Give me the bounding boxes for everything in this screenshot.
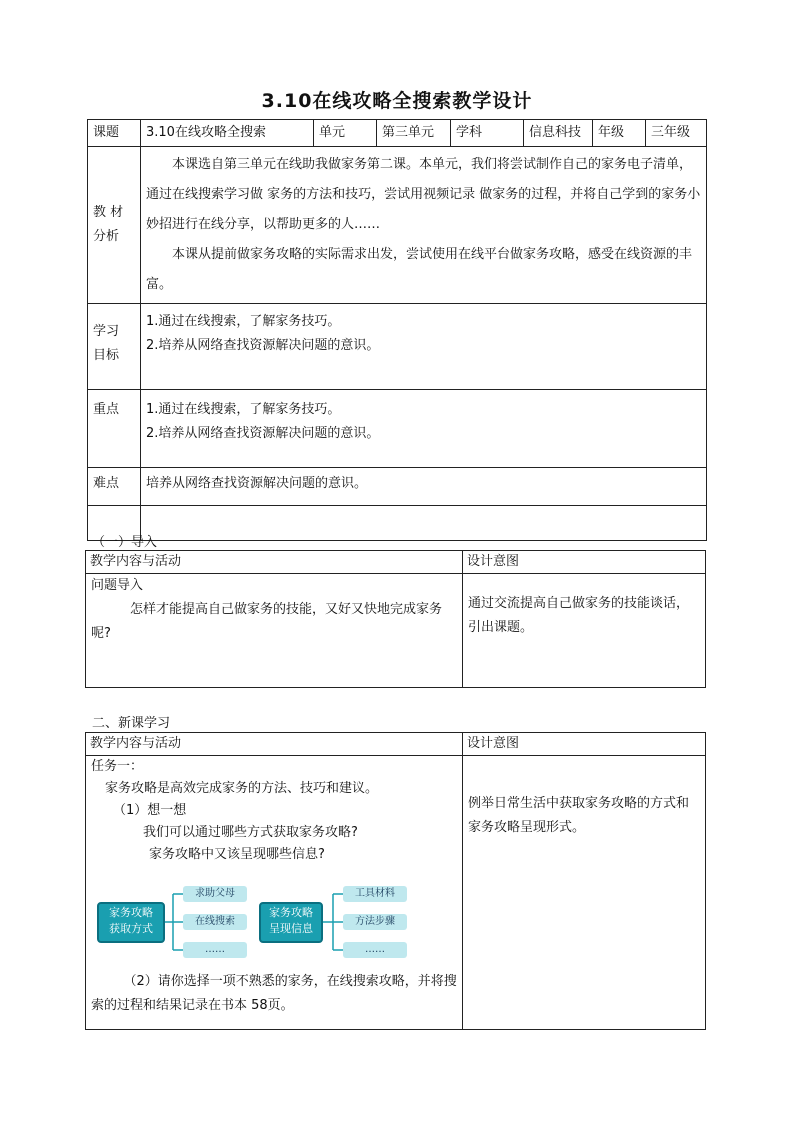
topic-label: 课题 — [88, 120, 141, 147]
key-point-item: 1.通过在线搜索，了解家务技巧。 — [146, 402, 341, 417]
intro-intent: 通过交流提高自己做家务的技能谈话，引出课题。 — [463, 574, 706, 688]
diagram-right-item: 工具材料 — [343, 886, 407, 902]
col-content-header: 教学内容与活动 — [86, 733, 463, 756]
step-2-text: （2）请你选择一项不熟悉的家务，在线搜索攻略，并将搜索的过程和结果记录在书本 58页。 — [91, 974, 457, 1013]
diagram-left-item: …… — [183, 942, 247, 958]
diagram-left-item: 在线搜索 — [183, 914, 247, 930]
analysis-para-1: 本课选自第三单元在线助我做家务第二课。本单元，我们将尝试制作自己的家务电子清单，通过在线搜索学习做 家务的方法和技巧，尝试用视频记录 做家务的过程，并将自己学到的家务小妙招进行在线分享，以帮助更多的人…… — [146, 157, 701, 232]
section-1-heading: （一）导入 — [92, 535, 158, 550]
unit-value: 第三单元 — [377, 120, 451, 147]
subject-label: 学科 — [451, 120, 524, 147]
question-title: 问题导入 — [91, 578, 144, 593]
intro-table — [85, 550, 706, 688]
goals-label: 学习 目标 — [88, 304, 141, 390]
intro-header-row — [86, 551, 706, 574]
question-text: 怎样才能提高自己做家务的技能，又好又快地完成家务呢? — [91, 602, 443, 641]
unit-label: 单元 — [314, 120, 377, 147]
diagram-left-item: 求助父母 — [183, 886, 247, 902]
analysis-row — [88, 147, 707, 304]
diagram-right-item: …… — [343, 942, 407, 958]
difficulty-label: 难点 — [88, 468, 141, 506]
definition-text: 家务攻略是高效完成家务的方法、技巧和建议。 — [105, 781, 379, 796]
new-lesson-table — [85, 732, 706, 1030]
diagram-left-title: 家务攻略 获取方式 — [97, 902, 165, 943]
section-2-heading: 二、新课学习 — [92, 716, 171, 731]
topic-value: 3.10在线攻略全搜索 — [141, 120, 314, 147]
key-points-row — [88, 390, 707, 468]
question-1: 我们可以通过哪些方式获取家务攻略? — [143, 825, 358, 840]
col-content-header: 教学内容与活动 — [86, 551, 463, 574]
think-title: （1）想一想 — [113, 803, 187, 818]
key-point-item: 2.培养从网络查找资源解决问题的意识。 — [146, 426, 380, 441]
key-points-label: 重点 — [88, 390, 141, 468]
difficulty-row — [88, 468, 707, 506]
new-lesson-content — [86, 756, 463, 1030]
question-2: 家务攻略中又该呈现哪些信息? — [149, 847, 325, 862]
key-points-content — [141, 390, 707, 468]
info-row — [88, 120, 707, 147]
goals-content — [141, 304, 707, 390]
task-title: 任务一： — [91, 759, 144, 774]
strategy-diagram — [95, 884, 435, 960]
subject-value: 信息科技 — [524, 120, 593, 147]
goal-item: 1.通过在线搜索，了解家务技巧。 — [146, 314, 341, 329]
new-lesson-body-row — [86, 756, 706, 1030]
goal-item: 2.培养从网络查找资源解决问题的意识。 — [146, 338, 380, 353]
grade-label: 年级 — [593, 120, 646, 147]
col-intent-header: 设计意图 — [463, 733, 706, 756]
diagram-right-item: 方法步骤 — [343, 914, 407, 930]
goals-row — [88, 304, 707, 390]
analysis-label: 教 材 分析 — [88, 147, 141, 304]
page-title: 3.10在线攻略全搜索教学设计 — [261, 90, 533, 112]
new-lesson-intent: 例举日常生活中获取家务攻略的方式和家务攻略呈现形式。 — [463, 756, 706, 1030]
new-lesson-header-row — [86, 733, 706, 756]
col-intent-header: 设计意图 — [463, 551, 706, 574]
intro-content — [86, 574, 463, 688]
analysis-content — [141, 147, 707, 304]
lesson-info-table — [87, 119, 707, 541]
analysis-para-2: 本课从提前做家务攻略的实际需求出发，尝试使用在线平台做家务攻略，感受在线资源的丰富。 — [146, 247, 693, 292]
intro-body-row — [86, 574, 706, 688]
empty-row — [88, 506, 707, 541]
diagram-right-title: 家务攻略 呈现信息 — [259, 902, 323, 943]
grade-value: 三年级 — [646, 120, 707, 147]
difficulty-content: 培养从网络查找资源解决问题的意识。 — [141, 468, 707, 506]
